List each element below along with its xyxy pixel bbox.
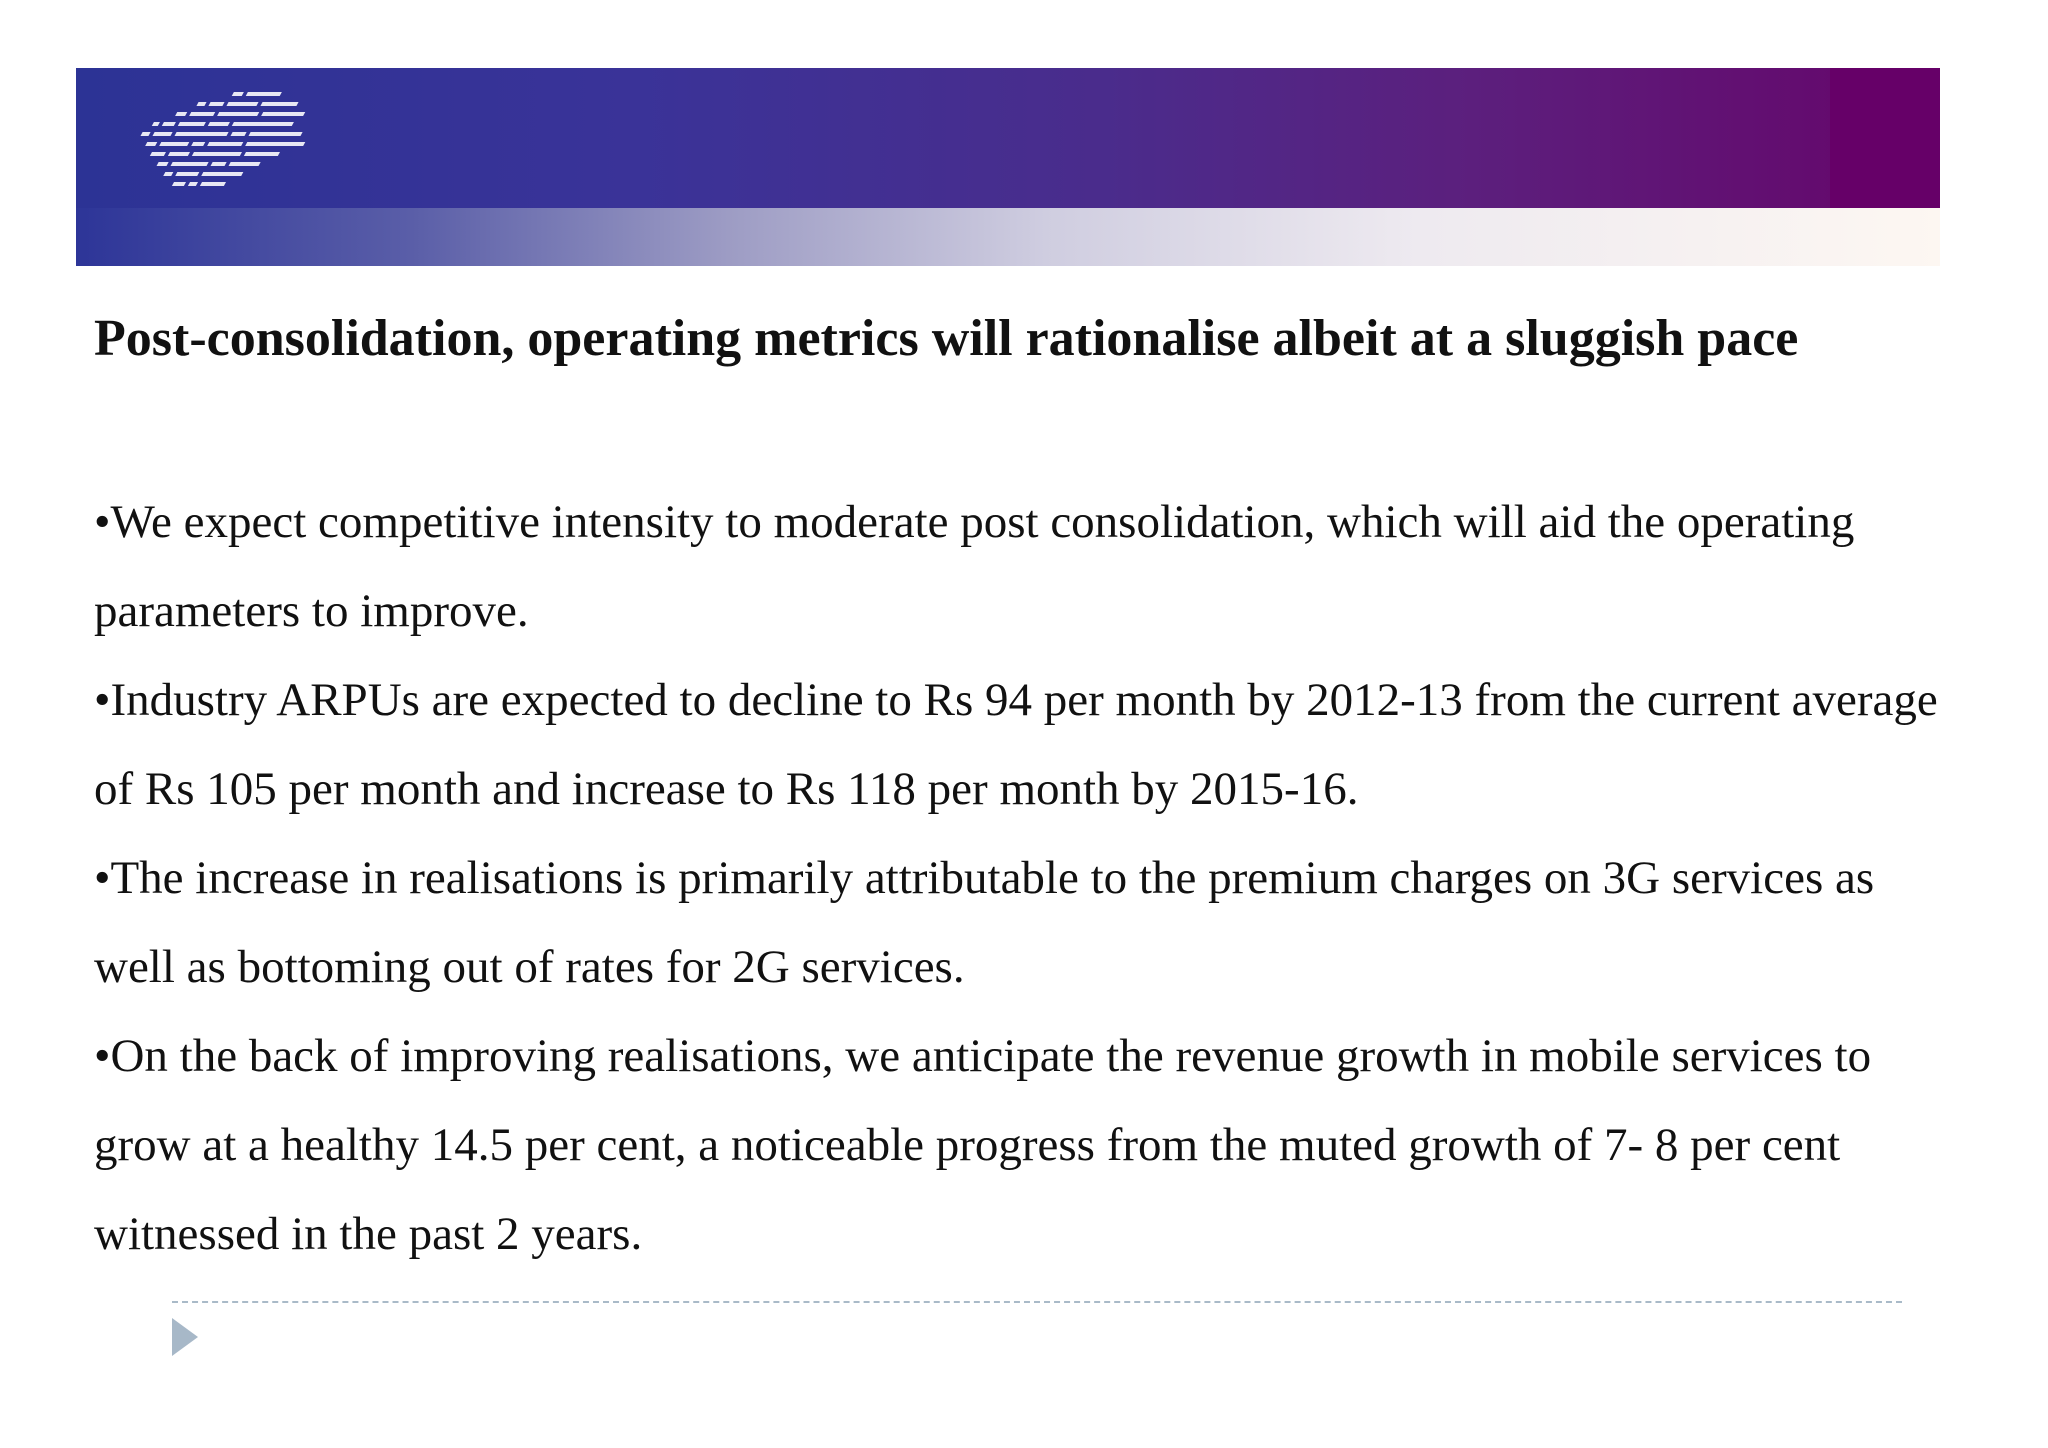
striped-logo-icon [106,88,336,196]
header-banner [76,68,1940,266]
banner-top-band [76,68,1940,208]
bullet-item: •Industry ARPUs are expected to decline to Rs 94 per month by 2012-13 from the current average of Rs 105 per month and increase to Rs 118 per month by 2015-16. [94,674,1938,815]
bullet-item: •The increase in realisations is primarily attributable to the premium charges on 3G services as well as bottoming out of rates for 2G services. [94,852,1875,993]
footer-divider [172,1301,1902,1303]
banner-gradient-band [76,208,1940,266]
slide-title: Post-consolidation, operating metrics will rationalise albeit at a sluggish pace [94,310,1799,367]
triangle-right-icon [172,1318,198,1356]
banner-end-block [1830,68,1940,208]
bullet-list [94,478,1954,1279]
bullet-item: •On the back of improving realisations, we anticipate the revenue growth in mobile services to grow at a healthy 14.5 per cent, a noticeable progress from the muted growth of 7- 8 per cent witnessed in the past 2 years. [94,1030,1872,1260]
bullet-item: •We expect competitive intensity to moderate post consolidation, which will aid the operating parameters to improve. [94,496,1855,637]
